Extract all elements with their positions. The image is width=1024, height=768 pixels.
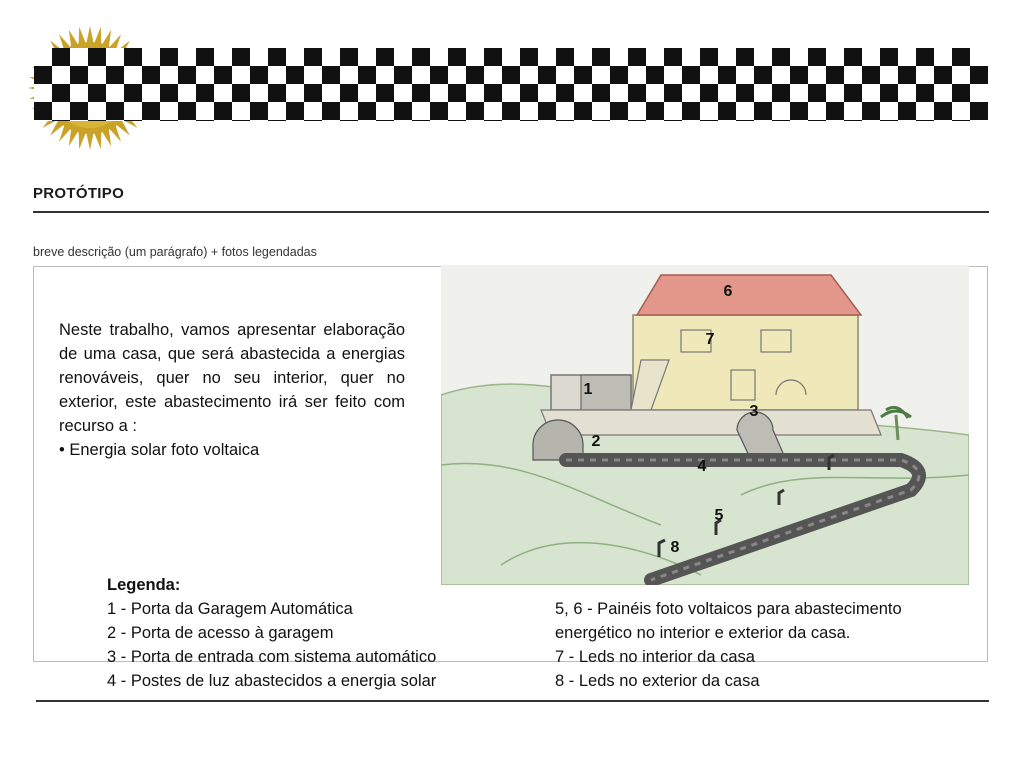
legend-item: energético no interior e exterior da casa. — [555, 624, 851, 642]
checkered-banner — [34, 48, 988, 121]
label-5: 5 — [714, 507, 724, 524]
legend-item: 3 - Porta de entrada com sistema automático — [107, 648, 437, 666]
legend-title: Legenda: — [107, 576, 181, 594]
label-3: 3 — [749, 403, 759, 420]
legend-item: 8 - Leds no exterior da casa — [555, 672, 760, 690]
footer-divider — [36, 700, 989, 702]
label-1: 1 — [583, 381, 593, 398]
page-title: PROTÓTIPO — [33, 185, 125, 202]
legend-left — [107, 573, 547, 693]
label-6: 6 — [723, 283, 733, 300]
legend-right — [555, 597, 980, 693]
legend-item: 5, 6 - Painéis foto voltaicos para abastecimento — [555, 600, 902, 618]
description-bullet: • Energia solar foto voltaica — [59, 441, 260, 459]
label-2: 2 — [591, 433, 601, 450]
description-text: Neste trabalho, vamos apresentar elaboração de uma casa, que será abastecida a energias renováveis, quer no seu interior, quer no exterior, este abastecimento irá ser feito com recurso a : — [59, 321, 405, 435]
prototype-drawing — [441, 265, 969, 585]
legend-item: 2 - Porta de acesso à garagem — [107, 624, 334, 642]
description — [59, 318, 405, 462]
legend-item: 4 - Postes de luz abastecidos a energia solar — [107, 672, 437, 690]
label-4: 4 — [697, 458, 707, 475]
label-7: 7 — [705, 331, 715, 348]
title-divider — [33, 211, 989, 213]
legend-item: 1 - Porta da Garagem Automática — [107, 600, 353, 618]
legend-item: 7 - Leds no interior da casa — [555, 648, 755, 666]
label-8: 8 — [670, 539, 680, 556]
page-subtitle: breve descrição (um parágrafo) + fotos legendadas — [33, 245, 317, 259]
